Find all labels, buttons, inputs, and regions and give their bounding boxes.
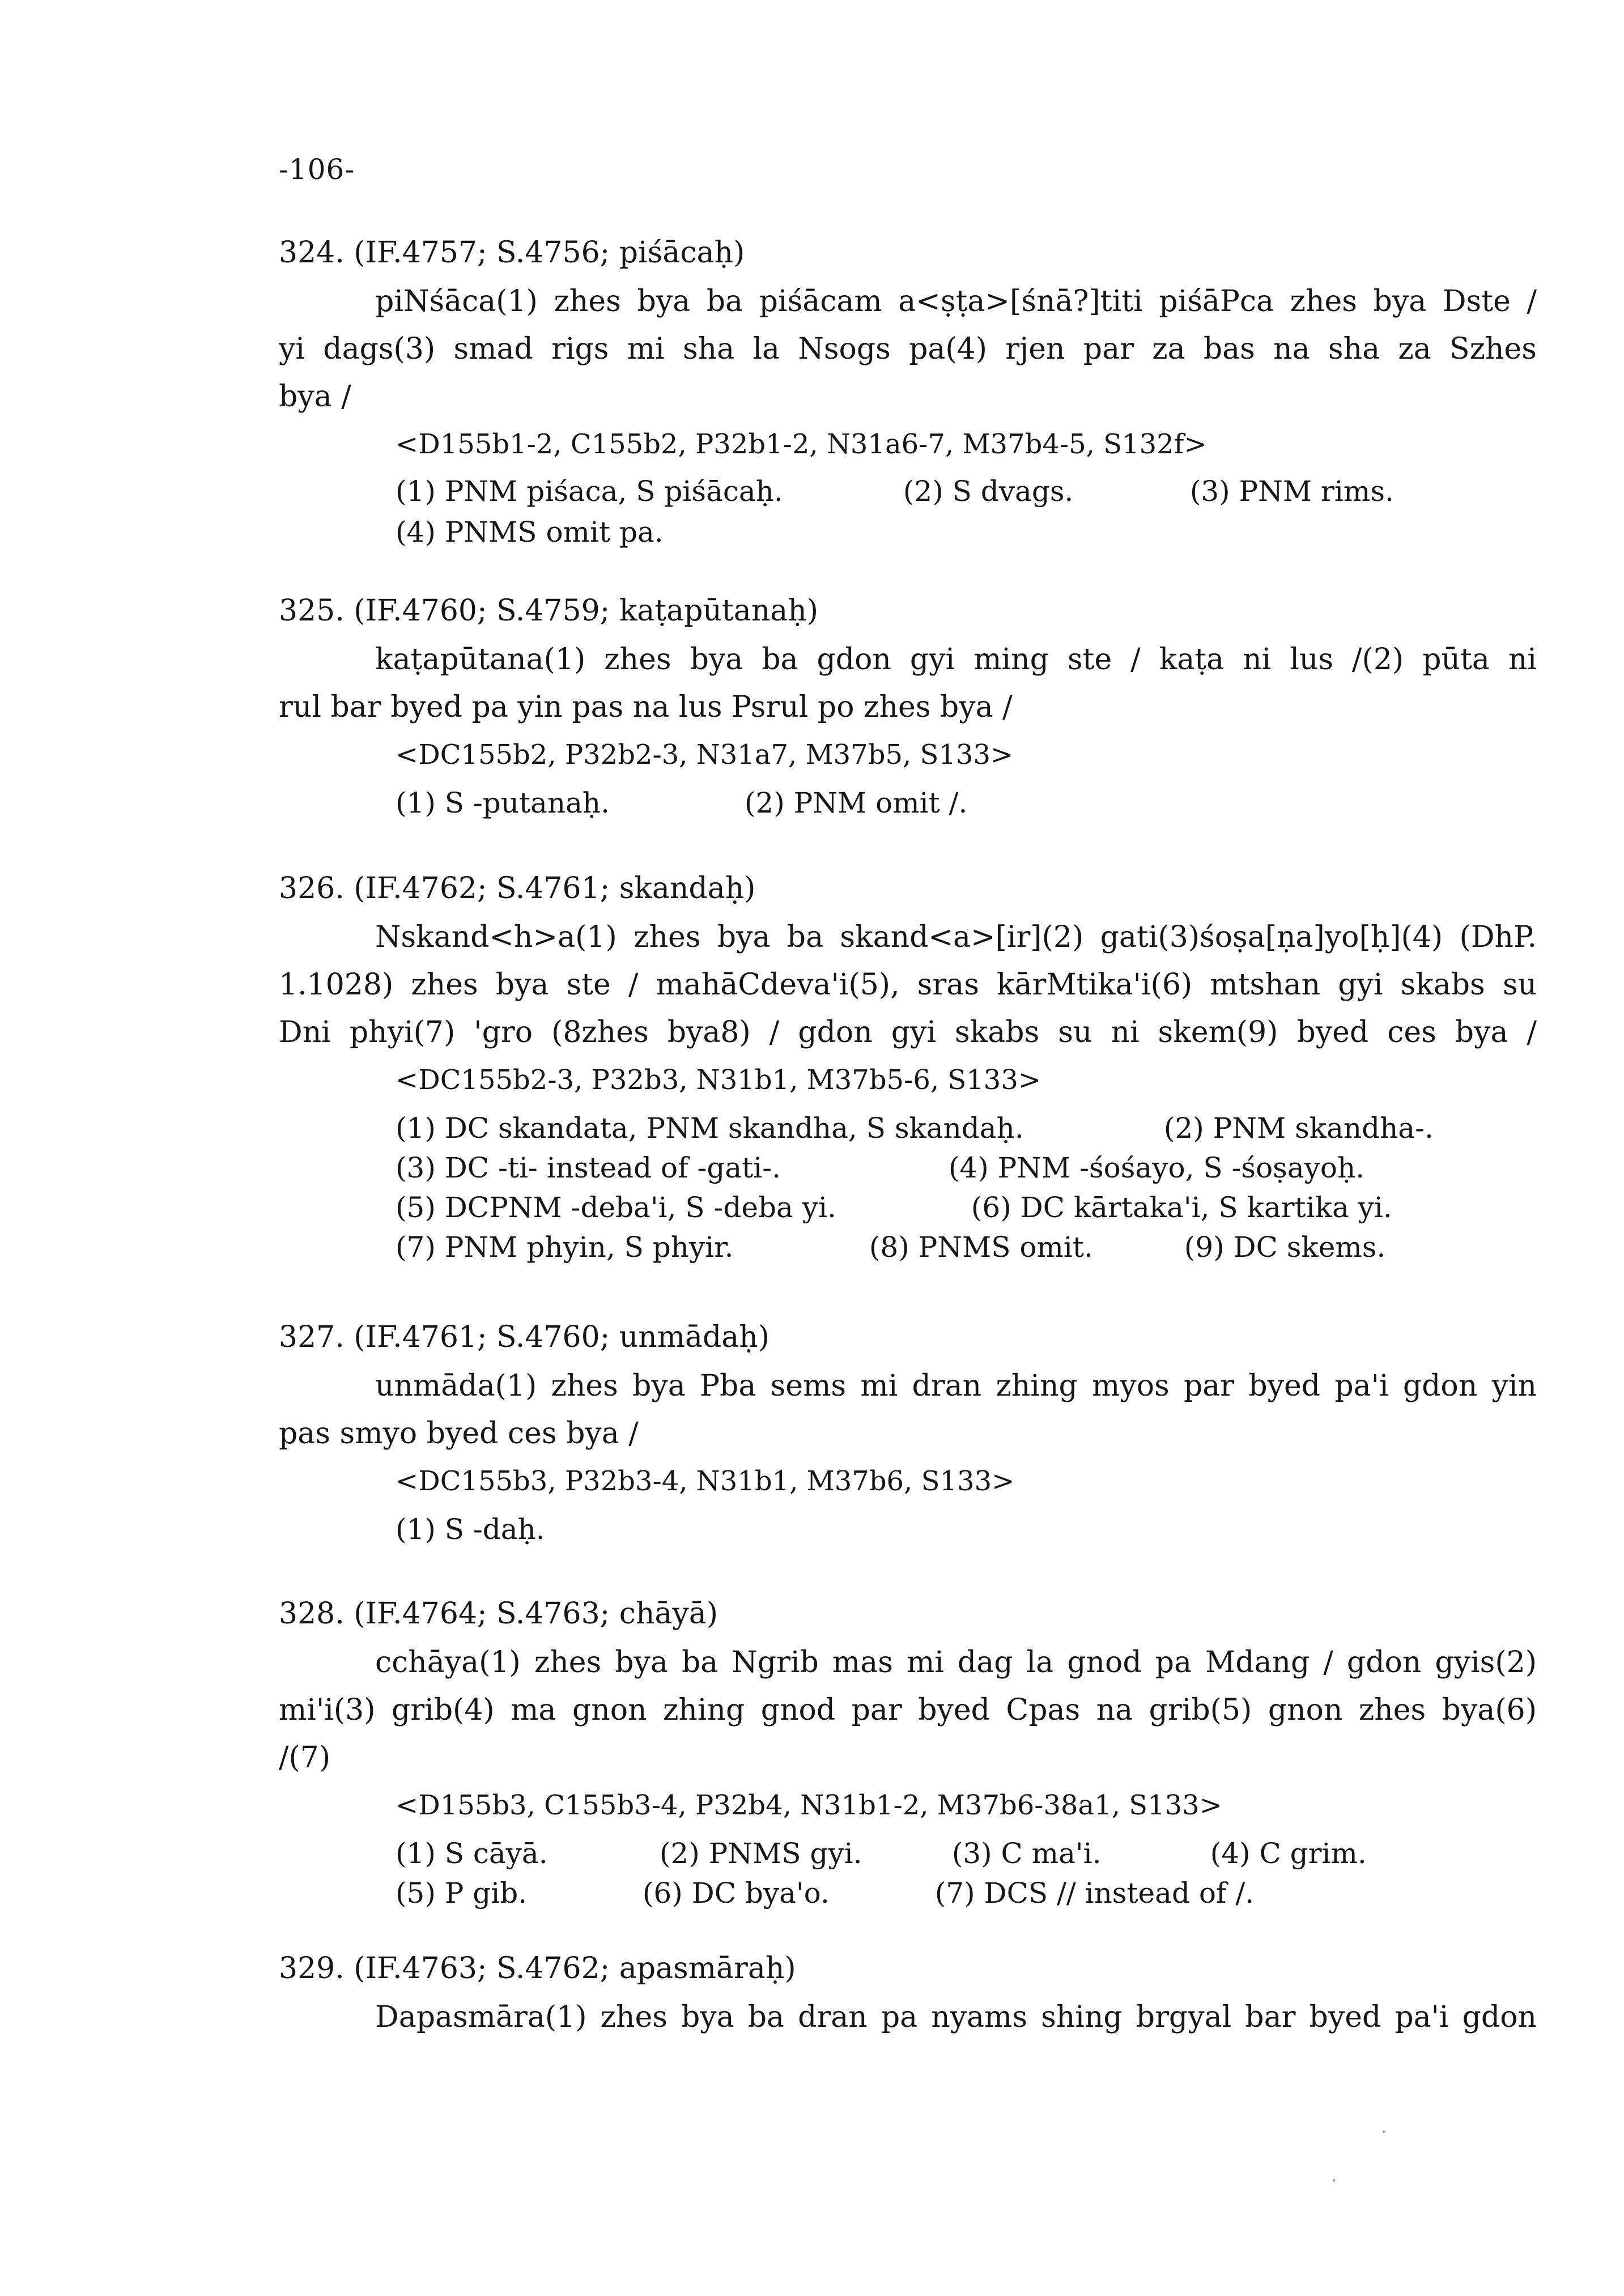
page-speck (1383, 2131, 1385, 2133)
variant-note-line (396, 1151, 1365, 1184)
page-speck (1333, 2179, 1335, 2182)
entry-heading: 325. (IF.4760; S.4759; kaṭapūtanaḥ) (279, 594, 819, 628)
variant-note-line (396, 1877, 1255, 1910)
variant-note: (2) PNMS gyi. (659, 1837, 862, 1870)
entry-heading: 324. (IF.4757; S.4756; piśācaḥ) (279, 236, 745, 270)
variant-note: (3) C ma'i. (951, 1837, 1102, 1870)
variant-note: (4) C grim. (1210, 1837, 1367, 1870)
variant-note: (7) DCS // instead of /. (934, 1877, 1255, 1910)
variant-note: (1) DC skandata, PNM skandha, S skandaḥ. (396, 1112, 1024, 1145)
witness-references: <DC155b2-3, P32b3, N31b1, M37b5-6, S133> (396, 1064, 1041, 1096)
variant-note: (4) PNM -śośayo, S -śoṣayoḥ. (948, 1151, 1365, 1184)
entry-body-line: pas smyo byed ces bya / (279, 1417, 639, 1451)
entry-heading: 326. (IF.4762; S.4761; skandaḥ) (279, 871, 756, 905)
variant-note-line (396, 1515, 545, 1544)
entry-body-line: 1.1028) zhes bya ste / mahāCdeva'i(5), sras kārMtika'i(6) mtshan gyi skabs su (279, 968, 1537, 1002)
variant-note-line (396, 516, 664, 549)
entry-body-line: piNśāca(1) zhes bya ba piśācam a<ṣṭa>[śnā?]titi piśāPca zhes bya Dste / (375, 284, 1537, 318)
variant-note-line (396, 1193, 1392, 1222)
variant-note: (8) PNMS omit. (869, 1231, 1093, 1264)
variant-note-line (396, 475, 1394, 508)
witness-references: <D155b3, C155b3-4, P32b4, N31b1-2, M37b6-38a1, S133> (396, 1789, 1222, 1821)
variant-note: (9) DC skems. (1184, 1231, 1386, 1264)
entry-body-line: yi dags(3) smad rigs mi sha la Nsogs pa(4) rjen par za bas na sha za Szhes (279, 332, 1537, 366)
page-number: -106- (279, 153, 355, 186)
entry-body-line: Dni phyi(7) 'gro (8zhes bya8) / gdon gyi skabs su ni skem(9) byed ces bya / (279, 1015, 1537, 1049)
variant-note: (3) DC -ti- instead of -gati-. (396, 1151, 781, 1184)
entry-body-line: kaṭapūtana(1) zhes bya ba gdon gyi ming ste / kaṭa ni lus /(2) pūta ni (375, 643, 1537, 677)
variant-note-line (396, 1839, 1367, 1868)
entry-heading: 327. (IF.4761; S.4760; unmādaḥ) (279, 1320, 770, 1354)
witness-references: <DC155b3, P32b3-4, N31b1, M37b6, S133> (396, 1465, 1015, 1497)
entry-body-line: unmāda(1) zhes bya Pba sems mi dran zhing myos par byed pa'i gdon yin (375, 1369, 1537, 1403)
variant-note: (2) PNM omit /. (744, 786, 968, 819)
entry-body-line: Nskand<h>a(1) zhes bya ba skand<a>[ir](2) gati(3)śoṣa[ṇa]yo[ḥ](4) (DhP. (375, 920, 1537, 954)
witness-references: <D155b1-2, C155b2, P32b1-2, N31a6-7, M37b4-5, S132f> (396, 428, 1207, 460)
variant-note: (4) PNMS omit pa. (396, 516, 664, 549)
entry-body-line: rul bar byed pa yin pas na lus Psrul po zhes bya / (279, 690, 1013, 724)
variant-note: (2) S dvags. (903, 475, 1074, 508)
variant-note: (1) S -daḥ. (396, 1513, 545, 1546)
entry-body-line: cchāya(1) zhes bya ba Ngrib mas mi dag la gnod pa Mdang / gdon gyis(2) (375, 1646, 1537, 1680)
variant-note: (2) PNM skandha-. (1163, 1112, 1434, 1145)
variant-note-line (396, 1112, 1434, 1145)
variant-note: (6) DC bya'o. (642, 1877, 830, 1910)
variant-note-line (396, 786, 968, 819)
entry-body-line: /(7) (279, 1741, 331, 1775)
variant-note: (7) PNM phyin, S phyir. (396, 1231, 734, 1264)
variant-note: (3) PNM rims. (1189, 475, 1394, 508)
entry-body-line: bya / (279, 380, 351, 414)
variant-note: (1) PNM piśaca, S piśācaḥ. (396, 475, 783, 508)
variant-note: (5) P gib. (396, 1877, 528, 1910)
witness-references: <DC155b2, P32b2-3, N31a7, M37b5, S133> (396, 739, 1014, 771)
variant-note: (1) S -putanaḥ. (396, 786, 610, 819)
entry-body-line: Dapasmāra(1) zhes bya ba dran pa nyams shing brgyal bar byed pa'i gdon (375, 2000, 1537, 2034)
variant-note: (1) S cāyā. (396, 1837, 548, 1870)
variant-note-line (396, 1231, 1386, 1264)
entry-heading: 329. (IF.4763; S.4762; apasmāraḥ) (279, 1951, 796, 1985)
entry-body-line: mi'i(3) grib(4) ma gnon zhing gnod par byed Cpas na grib(5) gnon zhes bya(6) (279, 1693, 1537, 1727)
variant-note: (5) DCPNM -deba'i, S -deba yi. (396, 1191, 836, 1224)
variant-note: (6) DC kārtaka'i, S kartika yi. (971, 1191, 1392, 1224)
entry-heading: 328. (IF.4764; S.4763; chāyā) (279, 1597, 718, 1631)
